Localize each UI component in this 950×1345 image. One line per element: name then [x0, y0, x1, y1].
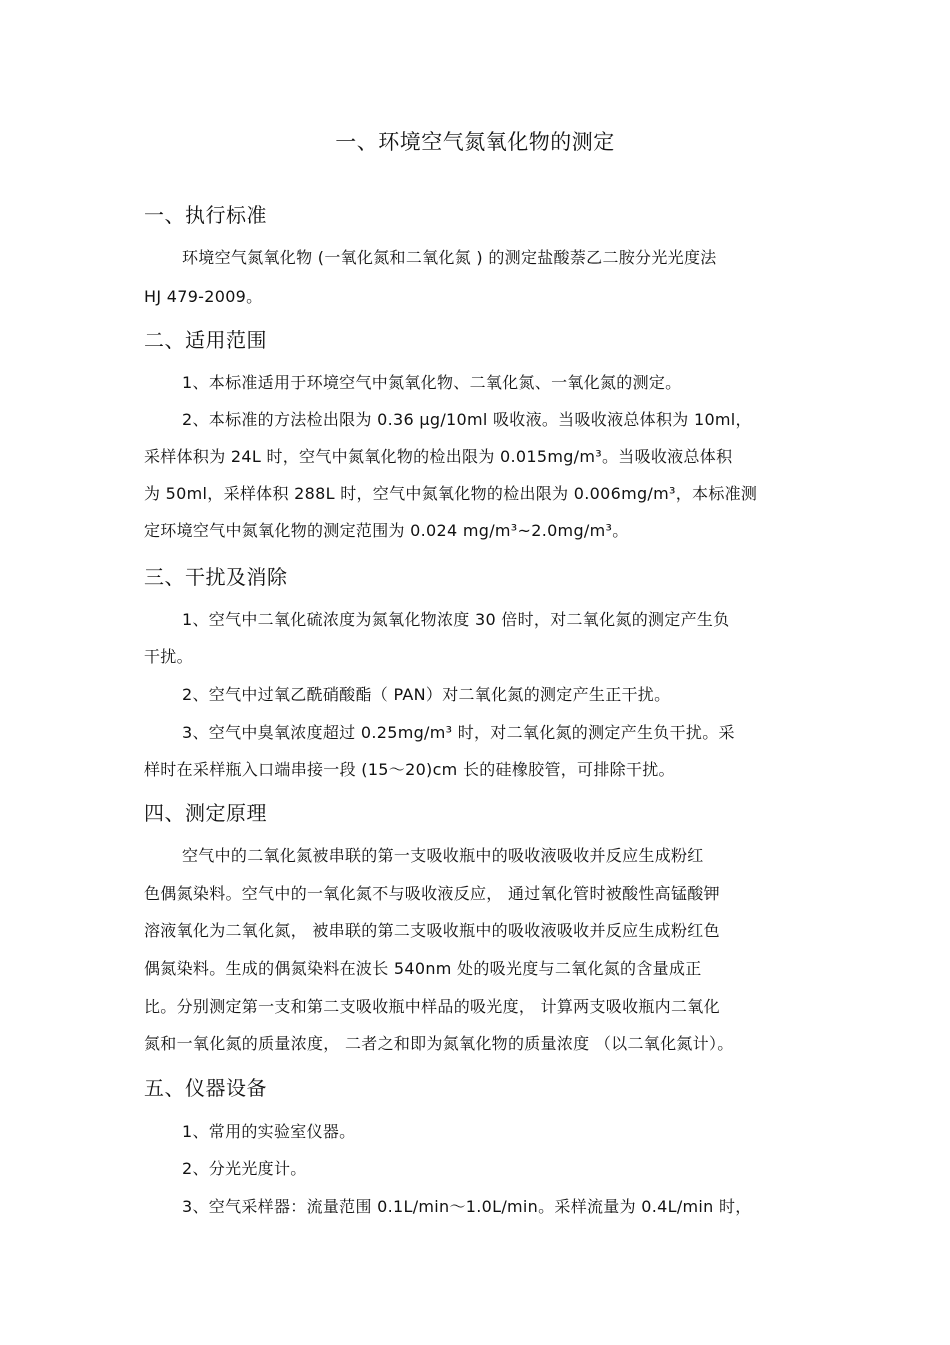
section-heading-equipment: 五、仪器设备 [144, 1076, 267, 1100]
paragraph-line: 样时在采样瓶入口端串接一段 (15～20)cm 长的硅橡胶管，可排除干扰。 [144, 760, 675, 779]
paragraph-line: 溶液氧化为二氧化氮， 被串联的第二支吸收瓶中的吸收液吸收并反应生成粉红色 [144, 921, 720, 940]
paragraph-line: 2、本标准的方法检出限为 0.36 μg/10ml 吸收液。当吸收液总体积为 10ml， [182, 410, 752, 429]
section-heading-interference: 三、干扰及消除 [144, 565, 288, 589]
paragraph-line: 1、空气中二氧化硫浓度为氮氧化物浓度 30 倍时，对二氧化氮的测定产生负 [182, 610, 730, 629]
paragraph-line: 1、本标准适用于环境空气中氮氧化物、二氧化氮、一氧化氮的测定。 [182, 373, 682, 392]
paragraph-line: 干扰。 [144, 647, 193, 666]
section-heading-standard: 一、执行标准 [144, 203, 267, 227]
paragraph-line: HJ 479-2009。 [144, 287, 263, 306]
document-title: 一、环境空气氮氧化物的测定 [335, 130, 615, 154]
paragraph-line: 2、空气中过氧乙酰硝酸酯（ PAN）对二氧化氮的测定产生正干扰。 [182, 685, 671, 704]
paragraph-line: 3、空气采样器：流量范围 0.1L/min～1.0L/min。采样流量为 0.4L/min 时， [182, 1197, 752, 1216]
paragraph-line: 3、空气中臭氧浓度超过 0.25mg/m³ 时，对二氧化氮的测定产生负干扰。采 [182, 723, 735, 742]
paragraph-line: 定环境空气中氮氧化物的测定范围为 0.024 mg/m³~2.0mg/m³。 [144, 521, 629, 540]
paragraph-line: 环境空气氮氧化物 (一氧化氮和二氧化氮 ) 的测定盐酸萘乙二胺分光光度法 [182, 248, 717, 267]
paragraph-line: 空气中的二氧化氮被串联的第一支吸收瓶中的吸收液吸收并反应生成粉红 [182, 846, 704, 865]
paragraph-line: 2、分光光度计。 [182, 1159, 307, 1178]
paragraph-line: 采样体积为 24L 时，空气中氮氧化物的检出限为 0.015mg/m³。当吸收液总体积 [144, 447, 733, 466]
paragraph-line: 偶氮染料。生成的偶氮染料在波长 540nm 处的吸光度与二氧化氮的含量成正 [144, 959, 702, 978]
section-heading-principle: 四、测定原理 [144, 801, 267, 825]
section-heading-scope: 二、适用范围 [144, 328, 267, 352]
paragraph-line: 色偶氮染料。空气中的一氧化氮不与吸收液反应， 通过氧化管时被酸性高锰酸钾 [144, 884, 720, 903]
paragraph-line: 1、常用的实验室仪器。 [182, 1122, 356, 1141]
paragraph-line: 为 50ml，采样体积 288L 时，空气中氮氧化物的检出限为 0.006mg/m³，本标准测 [144, 484, 758, 503]
paragraph-line: 氮和一氧化氮的质量浓度， 二者之和即为氮氧化物的质量浓度 （以二氧化氮计）。 [144, 1034, 734, 1053]
paragraph-line: 比。分别测定第一支和第二支吸收瓶中样品的吸光度， 计算两支吸收瓶内二氧化 [144, 997, 720, 1016]
